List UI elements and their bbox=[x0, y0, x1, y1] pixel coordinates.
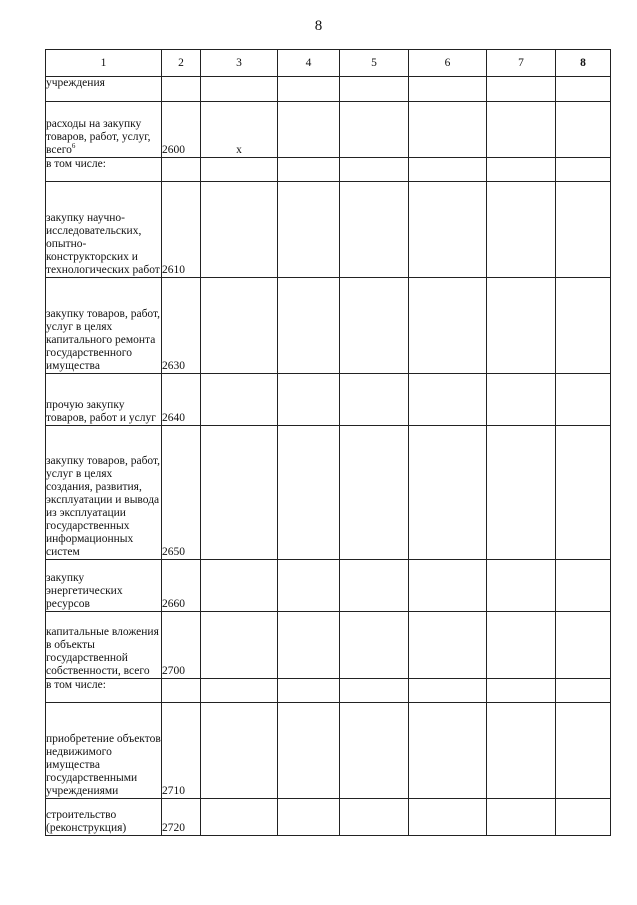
cell-col3 bbox=[201, 426, 278, 560]
cell-col8 bbox=[556, 182, 611, 278]
cell-col8 bbox=[556, 426, 611, 560]
cell-col6 bbox=[409, 612, 487, 679]
cell-col7 bbox=[487, 77, 556, 102]
cell-col5 bbox=[340, 799, 409, 836]
cell-col7 bbox=[487, 799, 556, 836]
table-row bbox=[46, 278, 611, 374]
cell-col5 bbox=[340, 278, 409, 374]
budget-table bbox=[45, 49, 611, 836]
row-label: капитальные вложения в объекты государственной собственности, всего bbox=[46, 612, 162, 679]
cell-col4 bbox=[278, 77, 340, 102]
column-header-8: 8 bbox=[556, 50, 611, 77]
cell-col8 bbox=[556, 158, 611, 182]
row-code: 2610 bbox=[162, 182, 201, 278]
row-label: в том числе: bbox=[46, 679, 162, 703]
cell-col3 bbox=[201, 612, 278, 679]
cell-col5 bbox=[340, 560, 409, 612]
row-code: 2660 bbox=[162, 560, 201, 612]
cell-col7 bbox=[487, 679, 556, 703]
cell-col6 bbox=[409, 278, 487, 374]
cell-col5 bbox=[340, 703, 409, 799]
cell-col4 bbox=[278, 560, 340, 612]
cell-col4 bbox=[278, 612, 340, 679]
cell-col3 bbox=[201, 278, 278, 374]
row-label: прочую закупку товаров, работ и услуг bbox=[46, 374, 162, 426]
cell-col5 bbox=[340, 426, 409, 560]
cell-col4 bbox=[278, 799, 340, 836]
cell-col3 bbox=[201, 374, 278, 426]
table-row bbox=[46, 374, 611, 426]
cell-col6 bbox=[409, 426, 487, 560]
row-code: 2710 bbox=[162, 703, 201, 799]
row-label: закупку товаров, работ, услуг в целях создания, развития, эксплуатации и вывода из эксплуатации государственных информационных систем bbox=[46, 426, 162, 560]
cell-col8 bbox=[556, 703, 611, 799]
cell-col3 bbox=[201, 77, 278, 102]
row-label: расходы на закупку товаров, работ, услуг, всего$^6$ bbox=[46, 102, 162, 158]
cell-col4 bbox=[278, 278, 340, 374]
row-code bbox=[162, 158, 201, 182]
row-code bbox=[162, 77, 201, 102]
cell-col4 bbox=[278, 426, 340, 560]
cell-col7 bbox=[487, 612, 556, 679]
table-row bbox=[46, 426, 611, 560]
table-row bbox=[46, 77, 611, 102]
cell-col5 bbox=[340, 102, 409, 158]
cell-col6 bbox=[409, 679, 487, 703]
column-header-3: 3 bbox=[201, 50, 278, 77]
row-code: 2700 bbox=[162, 612, 201, 679]
cell-col8 bbox=[556, 612, 611, 679]
cell-col5 bbox=[340, 679, 409, 703]
row-code bbox=[162, 679, 201, 703]
row-label: закупку энергетических ресурсов bbox=[46, 560, 162, 612]
row-label: строительство (реконструкция) bbox=[46, 799, 162, 836]
cell-col6 bbox=[409, 560, 487, 612]
cell-col7 bbox=[487, 278, 556, 374]
cell-col6 bbox=[409, 799, 487, 836]
row-label: закупку товаров, работ, услуг в целях капитального ремонта государственного имущества bbox=[46, 278, 162, 374]
footnote-mark: 6 bbox=[71, 142, 76, 151]
row-code: 2650 bbox=[162, 426, 201, 560]
cell-col3 bbox=[201, 799, 278, 836]
page-number: 8 bbox=[314, 18, 323, 34]
cell-col6 bbox=[409, 77, 487, 102]
table-row bbox=[46, 182, 611, 278]
cell-col8 bbox=[556, 278, 611, 374]
cell-col8 bbox=[556, 77, 611, 102]
cell-col5 bbox=[340, 158, 409, 182]
cell-col7 bbox=[487, 102, 556, 158]
cell-col7 bbox=[487, 426, 556, 560]
column-header-1: 1 bbox=[46, 50, 162, 77]
cell-col3 bbox=[201, 679, 278, 703]
cell-col3 bbox=[201, 560, 278, 612]
column-header-6: 6 bbox=[409, 50, 487, 77]
row-label: закупку научно-исследовательских, опытно-конструкторских и технологических работ bbox=[46, 182, 162, 278]
cell-col8 bbox=[556, 560, 611, 612]
table-row bbox=[46, 679, 611, 703]
cell-col8 bbox=[556, 799, 611, 836]
row-code: 2630 bbox=[162, 278, 201, 374]
cell-col4 bbox=[278, 102, 340, 158]
table-row bbox=[46, 703, 611, 799]
cell-col7 bbox=[487, 182, 556, 278]
cell-col5 bbox=[340, 77, 409, 102]
cell-col7 bbox=[487, 158, 556, 182]
row-code: 2600 bbox=[162, 102, 201, 158]
column-header-5: 5 bbox=[340, 50, 409, 77]
cell-col5 bbox=[340, 374, 409, 426]
table-row bbox=[46, 612, 611, 679]
cell-col7 bbox=[487, 560, 556, 612]
row-label: приобретение объектов недвижимого имущества государственными учреждениями bbox=[46, 703, 162, 799]
cell-col8 bbox=[556, 374, 611, 426]
cell-col8 bbox=[556, 679, 611, 703]
cell-col4 bbox=[278, 158, 340, 182]
table-row bbox=[46, 560, 611, 612]
cell-col4 bbox=[278, 182, 340, 278]
cell-col6 bbox=[409, 703, 487, 799]
column-header-2: 2 bbox=[162, 50, 201, 77]
column-header-4: 4 bbox=[278, 50, 340, 77]
cell-col5 bbox=[340, 182, 409, 278]
cell-col6 bbox=[409, 182, 487, 278]
cell-col8 bbox=[556, 102, 611, 158]
cell-col6 bbox=[409, 102, 487, 158]
table-row bbox=[46, 158, 611, 182]
cell-col7 bbox=[487, 374, 556, 426]
column-header-7: 7 bbox=[487, 50, 556, 77]
cell-col3 bbox=[201, 703, 278, 799]
cell-col4 bbox=[278, 703, 340, 799]
cell-col5 bbox=[340, 612, 409, 679]
cell-col4 bbox=[278, 679, 340, 703]
header-row bbox=[46, 50, 611, 77]
cell-col3 bbox=[201, 158, 278, 182]
cell-col6 bbox=[409, 374, 487, 426]
table-row bbox=[46, 799, 611, 836]
row-code: 2640 bbox=[162, 374, 201, 426]
cell-col6 bbox=[409, 158, 487, 182]
row-label: в том числе: bbox=[46, 158, 162, 182]
cell-col3 bbox=[201, 182, 278, 278]
cell-col7 bbox=[487, 703, 556, 799]
row-code: 2720 bbox=[162, 799, 201, 836]
table-row bbox=[46, 102, 611, 158]
cell-col3: x bbox=[201, 102, 278, 158]
row-label: учреждения bbox=[46, 77, 162, 102]
cell-col4 bbox=[278, 374, 340, 426]
